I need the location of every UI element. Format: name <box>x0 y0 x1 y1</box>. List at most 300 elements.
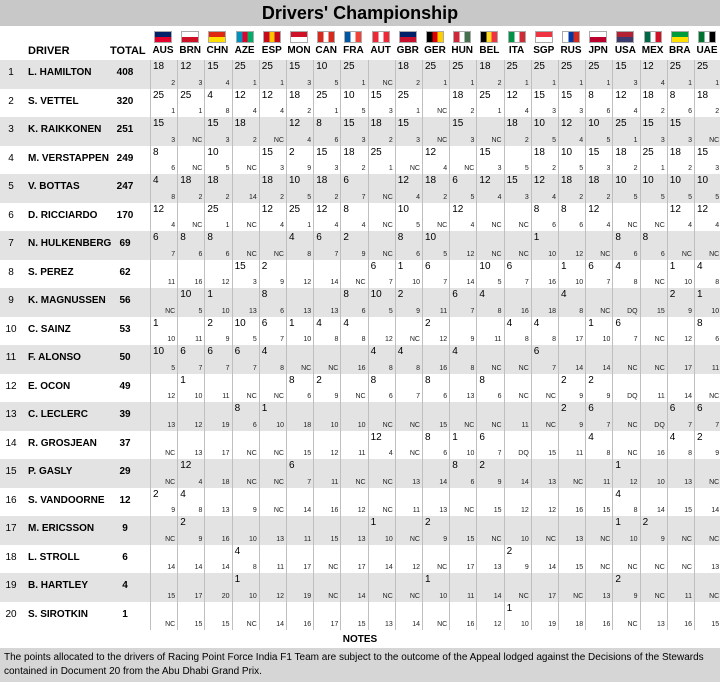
result-cell <box>422 345 449 374</box>
race-finish: NC <box>165 307 176 315</box>
race-finish: NC <box>165 478 176 486</box>
result-cell <box>531 288 558 317</box>
result-cell <box>395 117 422 146</box>
result-cell <box>531 317 558 346</box>
result-cell <box>422 288 449 317</box>
result-cell <box>667 203 694 232</box>
race-points: 6 <box>669 403 676 414</box>
race-finish: 14 <box>493 592 502 600</box>
race-finish: 12 <box>167 393 176 400</box>
race-points: 1 <box>561 260 567 272</box>
driver-name: S. PEREZ <box>28 266 74 278</box>
driver-position: 13 <box>5 409 17 420</box>
race-finish: 1 <box>660 165 665 172</box>
result-cell <box>585 260 612 289</box>
result-cell <box>340 60 367 89</box>
race-finish: 16 <box>330 507 339 514</box>
result-cell <box>232 431 259 460</box>
driver-total: 39 <box>119 409 131 420</box>
result-cell <box>504 431 531 460</box>
race-finish: NC <box>246 450 257 457</box>
race-finish: 14 <box>221 564 230 571</box>
result-cell <box>476 345 503 374</box>
race-points: 25 <box>343 61 355 72</box>
race-points: 8 <box>669 89 676 101</box>
race-finish: 10 <box>248 535 257 543</box>
result-cell <box>667 516 694 545</box>
race-points: 4 <box>669 431 676 443</box>
result-cell <box>340 545 367 574</box>
race-finish: 12 <box>629 478 638 486</box>
table-row <box>0 345 720 374</box>
race-finish: NC <box>246 621 257 628</box>
race-code: SGP <box>533 45 555 56</box>
result-cell <box>150 488 177 517</box>
race-finish: 11 <box>684 592 692 600</box>
race-points: 4 <box>343 317 349 329</box>
race-finish: NC <box>464 507 475 514</box>
race-points: 2 <box>397 289 404 300</box>
result-cell <box>531 545 558 574</box>
race-finish: 18 <box>575 621 584 628</box>
race-points: 6 <box>316 232 322 243</box>
result-cell <box>531 117 558 146</box>
race-finish: NC <box>491 250 502 258</box>
race-finish: 11 <box>467 592 475 600</box>
race-points: 18 <box>316 175 328 186</box>
race-points: 18 <box>642 89 654 101</box>
race-points: 10 <box>669 175 681 186</box>
race-points: 8 <box>261 289 268 300</box>
driver-total: 320 <box>116 95 134 107</box>
race-finish: NC <box>192 136 203 144</box>
race-finish: NC <box>437 621 448 628</box>
race-finish: 5 <box>497 279 502 286</box>
result-cell <box>150 60 177 89</box>
race-points: 12 <box>533 175 545 186</box>
driver-total: 4 <box>122 580 128 591</box>
result-cell <box>368 60 395 89</box>
race-finish: 5 <box>388 307 393 315</box>
result-cell <box>612 516 639 545</box>
race-points: 18 <box>261 175 273 186</box>
result-cell <box>667 146 694 175</box>
race-finish: 12 <box>520 507 529 514</box>
race-points: 10 <box>561 146 573 158</box>
race-finish: 7 <box>361 193 366 201</box>
result-cell <box>422 117 449 146</box>
race-finish: 4 <box>252 108 257 115</box>
race-finish: 5 <box>334 79 339 87</box>
race-finish: 10 <box>276 421 284 429</box>
result-cell <box>340 374 367 403</box>
race-points: 25 <box>370 146 382 158</box>
race-points: 25 <box>533 61 545 72</box>
result-cell <box>612 288 639 317</box>
result-cell <box>204 573 231 602</box>
result-cell <box>232 260 259 289</box>
race-finish: 1 <box>252 79 257 87</box>
race-finish: 12 <box>466 250 475 258</box>
result-cell <box>558 545 585 574</box>
result-cell <box>204 203 231 232</box>
race-finish: NC <box>627 421 638 429</box>
result-cell <box>531 146 558 175</box>
result-cell <box>504 288 531 317</box>
race-finish: 4 <box>280 222 284 229</box>
result-cell <box>150 89 177 118</box>
result-cell <box>422 60 449 89</box>
result-cell <box>476 402 503 431</box>
result-cell <box>558 488 585 517</box>
race-finish: 13 <box>384 621 393 628</box>
race-points: 6 <box>615 317 621 329</box>
result-cell <box>313 231 340 260</box>
result-cell <box>177 516 204 545</box>
race-finish: 1 <box>198 108 203 115</box>
result-cell <box>558 516 585 545</box>
race-finish: 15 <box>466 535 475 543</box>
result-cell <box>612 602 639 631</box>
race-finish: 1 <box>524 79 529 87</box>
race-points: 6 <box>588 260 594 272</box>
race-finish: 10 <box>548 250 556 258</box>
race-finish: 7 <box>225 364 230 372</box>
race-points: 18 <box>669 146 681 158</box>
table-row <box>0 231 720 260</box>
race-points: 2 <box>425 517 431 528</box>
result-cell <box>313 288 340 317</box>
result-cell <box>531 60 558 89</box>
race-finish: 20 <box>221 592 230 600</box>
race-points: 6 <box>180 346 186 357</box>
result-cell <box>340 288 367 317</box>
race-finish: 8 <box>171 193 176 201</box>
result-cell <box>232 573 259 602</box>
result-cell <box>177 374 204 403</box>
race-points: 15 <box>153 118 165 129</box>
race-points: 10 <box>180 289 192 300</box>
result-cell <box>395 602 422 631</box>
driver-name: M. ERICSSON <box>28 523 95 534</box>
race-finish: 9 <box>715 450 720 457</box>
result-cell <box>150 317 177 346</box>
result-cell <box>204 146 231 175</box>
race-finish: 12 <box>412 564 420 571</box>
result-cell <box>694 288 720 317</box>
result-cell <box>259 174 286 203</box>
race-finish: 9 <box>497 478 502 486</box>
race-points: 10 <box>397 203 409 215</box>
race-finish: 8 <box>470 364 475 372</box>
race-finish: 10 <box>248 592 257 600</box>
race-points: 15 <box>316 146 328 158</box>
race-points: 6 <box>697 403 703 414</box>
driver-total: 50 <box>119 352 131 363</box>
total-column-header: TOTAL <box>110 45 146 57</box>
result-cell <box>368 545 395 574</box>
race-finish: 14 <box>330 279 339 286</box>
race-points: 2 <box>642 517 649 528</box>
race-points: 2 <box>669 289 676 300</box>
result-cell <box>612 117 639 146</box>
race-finish: 10 <box>439 592 448 600</box>
result-cell <box>259 146 286 175</box>
race-points: 18 <box>506 118 518 129</box>
result-cell <box>531 345 558 374</box>
race-finish: DQ <box>654 421 665 429</box>
race-code: FRA <box>343 45 364 56</box>
race-finish: 17 <box>194 592 203 600</box>
race-points: 8 <box>615 232 621 243</box>
race-finish: NC <box>654 364 665 372</box>
race-finish: 16 <box>656 450 665 457</box>
race-finish: 8 <box>633 507 638 514</box>
race-finish: 6 <box>552 222 556 229</box>
result-cell <box>204 260 231 289</box>
race-finish: 15 <box>357 621 366 628</box>
race-finish: 17 <box>357 564 366 571</box>
result-cell <box>449 89 476 118</box>
driver-name: E. OCON <box>28 380 71 392</box>
race-finish: NC <box>273 136 284 144</box>
race-points: 10 <box>697 175 709 186</box>
race-finish: 8 <box>416 364 420 372</box>
race-points: 15 <box>234 260 246 272</box>
result-cell <box>204 231 231 260</box>
race-finish: 17 <box>330 621 339 628</box>
result-cell <box>259 431 286 460</box>
race-finish: NC <box>273 478 284 486</box>
race-finish: 14 <box>575 364 584 372</box>
race-points: 2 <box>207 317 213 329</box>
result-cell <box>259 573 286 602</box>
result-cell <box>177 545 204 574</box>
race-finish: 1 <box>497 108 502 115</box>
race-code: USA <box>614 45 636 56</box>
race-points: 6 <box>289 460 295 471</box>
race-code: CAN <box>315 45 338 56</box>
race-finish: 4 <box>660 79 665 87</box>
result-cell <box>476 545 503 574</box>
result-cell <box>504 374 531 403</box>
race-finish: NC <box>654 222 665 229</box>
race-finish: 7 <box>416 393 420 400</box>
result-cell <box>558 459 585 488</box>
race-points: 18 <box>234 118 246 129</box>
result-cell <box>232 402 259 431</box>
race-points: 12 <box>615 89 627 101</box>
race-points: 2 <box>506 545 513 557</box>
race-finish: 4 <box>280 108 284 115</box>
table-row <box>0 602 720 631</box>
race-finish: 11 <box>603 478 611 486</box>
race-finish: 10 <box>330 421 339 429</box>
race-finish: 5 <box>552 136 556 144</box>
race-finish: NC <box>273 507 284 514</box>
race-points: 8 <box>397 232 404 243</box>
result-cell <box>232 203 259 232</box>
race-finish: 1 <box>388 165 393 172</box>
race-points: 25 <box>479 89 491 101</box>
result-cell <box>368 488 395 517</box>
race-points: 2 <box>561 403 567 414</box>
race-points: 1 <box>234 574 241 585</box>
result-cell <box>177 89 204 118</box>
race-points: 2 <box>153 488 159 500</box>
race-points: 12 <box>180 460 192 471</box>
race-points: 25 <box>207 203 219 215</box>
race-finish: 2 <box>198 193 203 201</box>
race-finish: 1 <box>361 79 366 87</box>
race-finish: NC <box>355 279 366 286</box>
result-cell <box>232 488 259 517</box>
flag-icon-usa <box>616 31 634 43</box>
race-finish: 13 <box>248 307 257 315</box>
result-cell <box>177 431 204 460</box>
result-cell <box>449 402 476 431</box>
result-cell <box>150 288 177 317</box>
race-finish: 11 <box>303 535 312 543</box>
driver-total: 6 <box>122 551 128 563</box>
result-cell <box>667 174 694 203</box>
result-cell <box>694 60 720 89</box>
race-points: 12 <box>234 89 246 101</box>
result-cell <box>585 488 612 517</box>
race-finish: NC <box>709 535 720 543</box>
result-cell <box>531 459 558 488</box>
race-points: 15 <box>561 89 573 101</box>
race-points: 15 <box>588 146 600 158</box>
race-points: 10 <box>425 232 437 243</box>
result-cell <box>204 117 231 146</box>
driver-total: 249 <box>116 152 134 164</box>
result-cell <box>694 573 720 602</box>
race-finish: NC <box>464 165 475 172</box>
race-finish: 3 <box>225 136 230 144</box>
race-finish: 16 <box>194 279 203 286</box>
race-finish: NC <box>491 364 502 372</box>
result-cell <box>204 374 231 403</box>
race-finish: 6 <box>416 250 420 258</box>
result-cell <box>313 374 340 403</box>
result-cell <box>504 516 531 545</box>
race-code: HUN <box>451 45 474 56</box>
race-finish: 7 <box>715 421 720 429</box>
result-cell <box>286 288 313 317</box>
driver-name: S. VANDOORNE <box>28 494 105 506</box>
result-cell <box>558 231 585 260</box>
result-cell <box>177 117 204 146</box>
race-points: 2 <box>479 460 485 471</box>
race-points: 8 <box>370 374 377 386</box>
race-points: 8 <box>452 460 458 471</box>
race-finish: 3 <box>470 136 475 144</box>
race-finish: 9 <box>470 336 475 343</box>
race-finish: 3 <box>660 136 665 144</box>
race-finish: 6 <box>497 393 502 400</box>
result-cell <box>232 231 259 260</box>
race-finish: 9 <box>225 336 230 343</box>
race-points: 18 <box>697 89 709 101</box>
race-finish: NC <box>382 222 393 229</box>
race-finish: NC <box>600 307 611 315</box>
race-points: 25 <box>506 61 518 72</box>
race-finish: 1 <box>334 108 339 115</box>
race-finish: NC <box>273 250 284 258</box>
race-points: 10 <box>479 260 491 272</box>
race-finish: NC <box>491 421 502 429</box>
race-finish: NC <box>382 250 393 258</box>
race-finish: 9 <box>334 393 339 400</box>
race-points: 4 <box>289 232 295 243</box>
flag-icon-hun <box>453 31 471 43</box>
flag-icon-ita <box>508 31 526 43</box>
race-finish: 7 <box>443 279 448 286</box>
driver-position: 2 <box>8 95 14 107</box>
table-row <box>0 374 720 403</box>
race-points: 25 <box>153 89 165 101</box>
result-cell <box>504 402 531 431</box>
result-cell <box>504 174 531 203</box>
race-finish: 2 <box>497 79 502 87</box>
race-finish: 13 <box>575 535 584 543</box>
race-finish: 6 <box>225 250 230 258</box>
race-finish: 4 <box>225 79 230 87</box>
race-points: 15 <box>533 89 545 101</box>
race-code: ESP <box>261 45 282 56</box>
race-points: 12 <box>316 203 328 215</box>
race-finish: 4 <box>606 222 611 229</box>
race-points: 8 <box>425 431 431 443</box>
result-cell <box>232 60 259 89</box>
driver-total: 247 <box>116 181 134 192</box>
race-points: 15 <box>207 118 219 129</box>
result-cell <box>694 89 720 118</box>
race-finish: 6 <box>660 250 665 258</box>
result-cell <box>232 374 259 403</box>
result-cell <box>449 431 476 460</box>
table-row <box>0 488 720 517</box>
race-finish: 3 <box>416 136 420 144</box>
race-finish: 13 <box>412 478 420 486</box>
race-finish: NC <box>382 421 393 429</box>
race-points: 6 <box>452 175 458 186</box>
race-finish: NC <box>328 592 339 600</box>
result-cell <box>476 203 503 232</box>
race-points: 18 <box>370 118 382 129</box>
race-points: 6 <box>452 289 458 300</box>
race-points: 4 <box>316 317 322 329</box>
result-cell <box>667 288 694 317</box>
result-cell <box>558 431 585 460</box>
result-cell <box>558 573 585 602</box>
result-cell <box>286 203 313 232</box>
race-finish: 5 <box>524 165 529 172</box>
race-finish: 6 <box>579 222 584 229</box>
result-cell <box>259 402 286 431</box>
race-points: 8 <box>234 403 241 414</box>
flag-icon-can <box>317 31 335 43</box>
result-cell <box>449 146 476 175</box>
result-cell <box>449 345 476 374</box>
race-finish: NC <box>301 364 312 372</box>
result-cell <box>395 402 422 431</box>
result-cell <box>667 60 694 89</box>
race-finish: NC <box>518 592 529 600</box>
result-cell <box>232 545 259 574</box>
result-cell <box>476 231 503 260</box>
